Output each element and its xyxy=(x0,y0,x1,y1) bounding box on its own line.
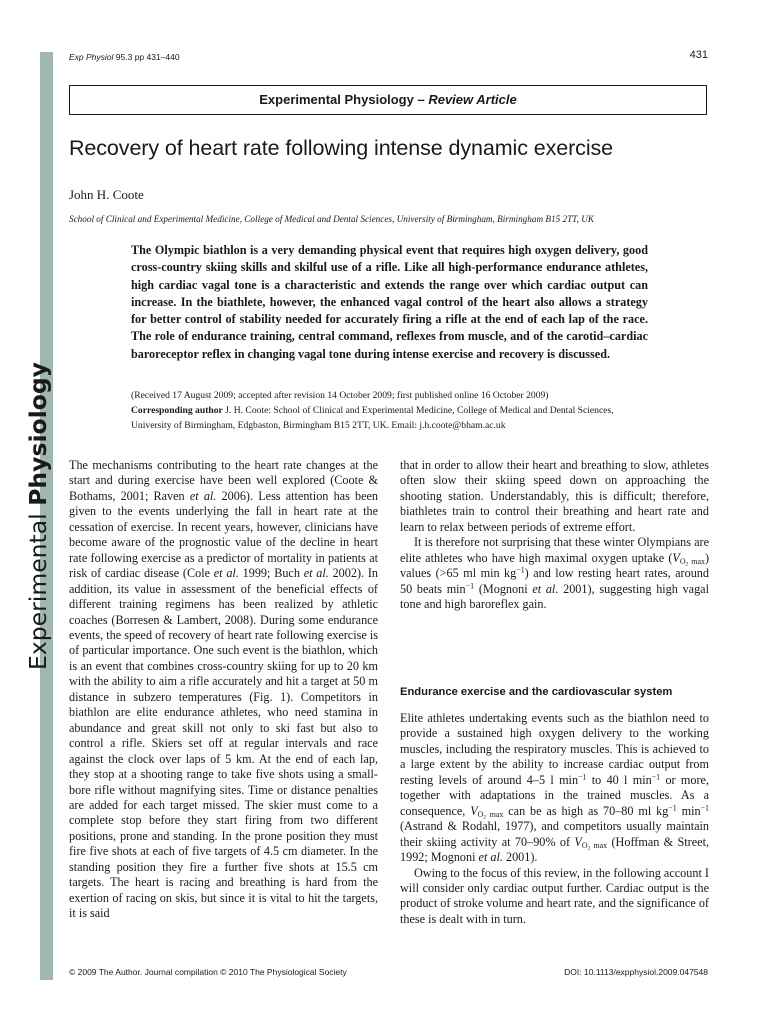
author-affiliation: School of Clinical and Experimental Medicine, College of Medical and Dental Sciences, University of Birmingham, Birmingham B15 2TT, UK xyxy=(69,214,594,224)
paragraph: that in order to allow their heart and breathing to slow, athletes often slow their skiing speed down on approaching the shooting station. Understandably, this is difficult; therefore, biathletes train to control their breathing and heart rate and learn to relax between periods of extreme effort. xyxy=(400,458,709,534)
journal-banner-box: Experimental Physiology – Review Article xyxy=(69,85,707,115)
side-journal-banner: Experimental Physiology xyxy=(24,361,52,671)
section-heading: Endurance exercise and the cardiovascular system xyxy=(400,686,673,698)
running-head: Exp Physiol 95.3 pp 431–440 xyxy=(69,52,180,62)
paragraph: It is therefore not surprising that these winter Olympians are elite athletes who have high maximal oxygen uptake $(V_{O_2 max})$ values (>65 ml $\min kg^{-1}$) and low resting heart rates, around 50 beats $\min^{-1}$ (Mognoni et al. 2001), suggesting high vagal tone and high baroreflex gain. xyxy=(400,535,709,612)
corresponding-author: Corresponding author J. H. Coote: School of Clinical and Experimental Medicine, College of Medical and Dental Sciences, University of Birmingham, Edgbaston, Birmingham B15 2TT, UK. Email: j.h.coote@bham.ac.uk xyxy=(131,405,614,432)
paragraph: Owing to the focus of this review, in the following account I will consider only cardiac output further. Cardiac output is the product of stroke volume and heart rate, and the significance of these is dealt with in turn. xyxy=(400,865,709,926)
author-name: John H. Coote xyxy=(69,187,144,202)
page-number: 431 xyxy=(689,49,708,61)
body-column-right-top xyxy=(400,458,709,613)
article-title: Recovery of heart rate following intense dynamic exercise xyxy=(69,136,614,160)
received-dates: (Received 17 August 2009; accepted after revision 14 October 2009; first published online 16 October 2009) xyxy=(131,390,549,401)
article-meta xyxy=(131,388,648,434)
body-column-left xyxy=(69,458,378,922)
paragraph: The mechanisms contributing to the heart rate changes at the start and during exercise have been well explored (Coote & Bothams, 2001; Raven et al. 2006). Less attention has been given to the events underlying the fall in heart rate at the cessation of exercise. In recent years, however, clinicians have become aware of the prognostic value of the decline in heart rate following exercise as a predictor of mortality in patients at risk of cardiac disease (Cole et al. 1999; Buch et al. 2002). In addition, its value in assessment of the beneficial effects of different training regimens has been realized by athletic coaches (Borresen & Lambert, 2008). During some endurance events, the speed of recovery of heart rate following exercise is of particular importance. One such event is the biathlon, which is an event that combines cross-country skiing for up to 20 km with the ability to aim a rifle accurately and hit a target at 50 m distance in subzero temperatures (Fig. 1). Competitors in biathlon are elite endurance athletes, who need stamina in abundance and great skill not only to ski fast but also to control a rifle. Skiers set off at regular intervals and race against the clock over laps of 5 km. At the end of each lap, they stop at a shooting range to take five shots using a small-bore rifle without magnifying sites. Time or distance penalties are added for each target missed. The skier must come to a complete stop before they start firing from two different positions, prone and standing. In the prone position they must fire five shots at each of five targets of 4.5 cm diameter. In the standing position they fire a further five shots at 15.5 cm targets. The heart is racing and breathing is hard from the exertion of racing on skis, but since it is vital to hit the targets, it is said xyxy=(69,458,379,921)
footer-doi: DOI: 10.1113/expphysiol.2009.047548 xyxy=(564,967,708,977)
footer-copyright: © 2009 The Author. Journal compilation © 2010 The Physiological Society xyxy=(69,967,347,977)
abstract: The Olympic biathlon is a very demanding physical event that requires high oxygen delivery, good cross-country skiing skills and skilful use of a rifle. Like all high-performance endurance athletes, high cardiac vagal tone is a characteristic and extends the range over which cardiac output can increase. In the biathlete, however, the enhanced vagal control of the heart also allows a strategy for better control of stability needed for accurately firing a rifle at the end of each lap of the race. The role of endurance training, central command, reflexes from muscle, and of the carotid–cardiac baroreceptor reflex in changing vagal tone during intense exercise and recovery is discussed. xyxy=(131,243,648,361)
paragraph: Elite athletes undertaking events such as the biathlon need to provide a sustained high oxygen delivery to the working muscles, including the respiratory muscles. This is achieved to a large extent by the ability to increase cardiac output from resting levels of around 4–5 l $\min^{-1}$ to 40 l $\min^{-1}$ or more, together with adaptations in the trained muscles. As a consequence, $V_{O_2 max}$ can be as high as 70–80 ml $kg^{-1}$ $\min^{-1}$ (Astrand & Rodahl, 1977), and competitors usually maintain their skiing activity at 70–90% of $V_{O_2 max}$ (Hoffman & Street, 1992; Mognoni et al. 2001). xyxy=(400,711,710,865)
body-column-right-bottom xyxy=(400,711,709,927)
